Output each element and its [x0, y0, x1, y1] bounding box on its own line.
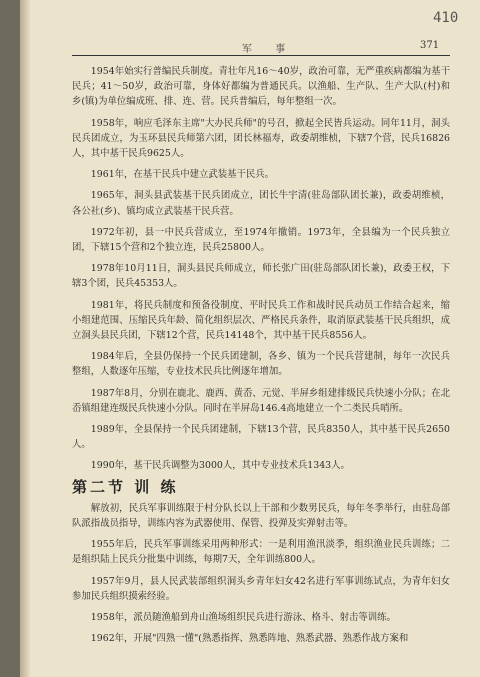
- paragraph: 1954年始实行普编民兵制度。青壮年凡16～40岁，政治可靠，无严重疾病都编为基干民兵；41～50岁，政治可靠，身体好都编为普通民兵。以渔船、生产队、生产大队(村)和乡(镇)为单位编成班、排、连、营。民兵普编后，每年整组一次。: [72, 66, 450, 108]
- paragraph: 1965年，洞头县武装基干民兵团成立，团长牛宇清(驻岛部队团长兼)，政委胡维桢，各公社(乡)、镇均成立武装基干民兵营。: [72, 190, 450, 217]
- section-heading: 第二节 训 练: [72, 477, 179, 496]
- paragraph: 1961年，在基干民兵中建立武装基干民兵。: [90, 169, 275, 181]
- paragraph: 1955年后，民兵军事训练采用两种形式：一是利用渔汛淡季，组织渔业民兵训练；二是组织陆上民兵分批集中训练，每期7天，全年训练800人。: [72, 539, 450, 566]
- paragraph: 1962年，开展"四熟一懂"(熟悉指挥、熟悉阵地、熟悉武器、熟悉作战方案和: [90, 633, 409, 645]
- paragraph: 1958年，响应毛泽东主席"大办民兵师"的号召，掀起全民皆兵运动。同年11月，洞头民兵团成立，为玉环县民兵师第六团，团长林福寿，政委胡维桢，下辖7个营，民兵16826人，其中基干民兵9625人。: [72, 117, 450, 160]
- paragraph: 1972年初，县一中民兵营成立，至1974年撤销。1973年，全县编为一个民兵独立团，下辖15个营和2个独立连，民兵25800人。: [72, 226, 450, 254]
- page-body: [72, 64, 450, 653]
- paragraph: 解放初，民兵军事训练限于村分队长以上干部和少数男民兵，每年冬季举行，由驻岛部队派指战员指导，训练内容为武器使用、保管、投弹及实弹射击等。: [72, 502, 450, 530]
- running-header-page-number: 371: [420, 40, 440, 51]
- paragraph: 1987年8月，分别在鹿北、鹿西、黄岙、元觉、半屏乡组建排级民兵快速小分队；在北岙镇组建连级民兵快速小分队。同时在半屏岛146.4高地建立一个二类民兵哨所。: [72, 387, 450, 414]
- page-spine-shadow: [20, 0, 30, 677]
- header-rule: [72, 55, 450, 56]
- running-header-title: 军 事: [242, 44, 296, 55]
- handwritten-page-mark: 410: [433, 10, 459, 26]
- paragraph: 1984年后，全县仍保持一个民兵团建制，各乡、镇为一个民兵营建制，每年一次民兵整组，人数逐年压缩，专业技术民兵比例逐年增加。: [72, 351, 450, 378]
- book-page: [20, 0, 480, 677]
- paragraph: 1978年10月11日，洞头县民兵师成立，师长张广田(驻岛部队团长兼)，政委王权，下辖3个团，民兵45353人。: [72, 263, 450, 290]
- paragraph: 1989年，全县保持一个民兵团建制，下辖13个营，民兵8350人，其中基干民兵2650人。: [72, 424, 450, 451]
- paragraph: 1981年，将民兵制度和预备役制度、平时民兵工作和战时民兵动员工作结合起来，缩小组建范围、压缩民兵年龄、简化组织层次、严格民兵条件，取消原武装基干民兵组织，成立洞头县民兵团，下辖12个营，民兵14148个，其中基干民兵8556人。: [72, 299, 450, 342]
- paragraph: 1990年，基干民兵调整为3000人，其中专业技术兵1343人。: [90, 460, 350, 472]
- paragraph: 1958年，派员随渔船到舟山渔场组织民兵进行游泳、格斗、射击等训练。: [90, 612, 396, 624]
- paragraph: 1957年9月，县人民武装部组织洞头乡青年妇女42名进行军事训练试点，为青年妇女参加民兵组织摸索经验。: [72, 575, 450, 602]
